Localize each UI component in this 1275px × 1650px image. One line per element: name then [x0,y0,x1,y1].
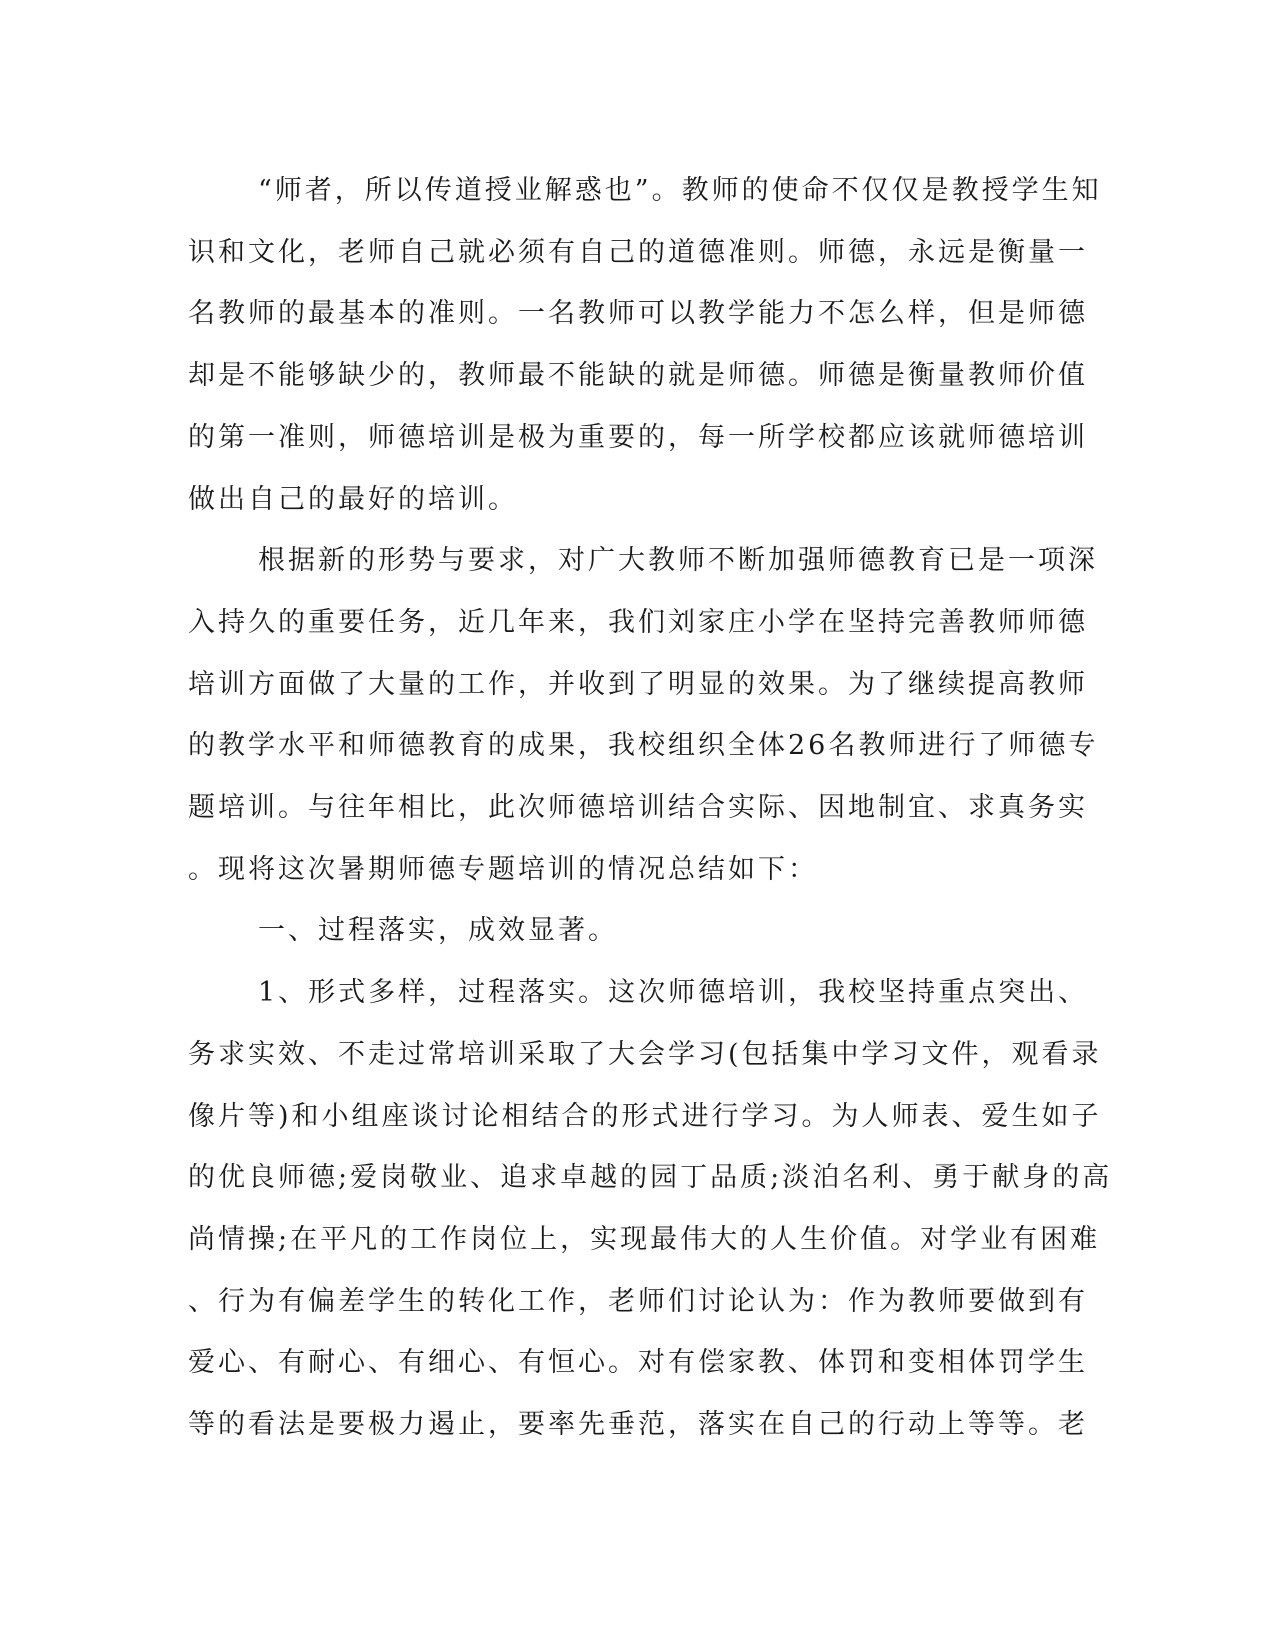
text-line: 像片等)和小组座谈讨论相结合的形式进行学习。为人师表、爱生如子 [188,1100,1102,1132]
text-line: 1、形式多样，过程落实。这次师德培训，我校坚持重点突出、 [258,977,1089,1009]
paragraph-background [188,530,1099,900]
text-line: 题培训。与往年相比，此次师德培训结合实际、因地制宜、求真务实 [188,792,1088,824]
text-line: 务求实效、不走过常培训采取了大会学习(包括集中学习文件，观看录 [188,1038,1102,1070]
text-line: 培训方面做了大量的工作，并收到了明显的效果。为了继续提高教师 [188,668,1088,700]
text-line: 等的看法是要极力遏止，要率先垂范，落实在自己的行动上等等。老 [188,1409,1088,1441]
text-line: 却是不能够缺少的，教师最不能缺的就是师德。师德是衡量教师价值 [188,360,1088,392]
section-heading [188,900,1068,962]
text-line: 。现将这次暑期师德专题培训的情况总结如下： [188,853,818,885]
document-body [188,160,1113,1456]
text-line: 的第一准则，师德培训是极为重要的，每一所学校都应该就师德培训 [188,421,1088,453]
text-line: 识和文化，老师自己就必须有自己的道德准则。师德，永远是衡量一 [188,236,1088,268]
text-line: 的优良师德;爱岗敬业、追求卓越的园丁品质;淡泊名利、勇于献身的高 [188,1162,1113,1194]
text-line: 、行为有偏差学生的转化工作，老师们讨论认为：作为教师要做到有 [188,1285,1088,1317]
text-line: “师者，所以传道授业解惑也”。教师的使命不仅仅是教授学生知 [258,175,1102,206]
text-line: 尚情操;在平凡的工作岗位上，实现最伟大的人生价值。对学业有困难 [188,1223,1101,1255]
heading-line: 一、过程落实，成效显著。 [258,915,618,947]
text-line: 名教师的最基本的准则。一名教师可以教学能力不怎么样，但是师德 [188,298,1088,330]
paragraph-item-1 [188,962,1113,1456]
text-line: 的教学水平和师德教育的成果，我校组织全体26名教师进行了师德专 [188,730,1099,762]
text-line: 根据新的形势与要求，对广大教师不断加强师德教育已是一项深 [258,545,1098,577]
text-line: 入持久的重要任务，近几年来，我们刘家庄小学在坚持完善教师师德 [188,606,1088,638]
text-line: 爱心、有耐心、有细心、有恒心。对有偿家教、体罚和变相体罚学生 [188,1347,1088,1379]
paragraph-intro [188,160,1102,530]
text-line: 做出自己的最好的培训。 [188,483,518,515]
